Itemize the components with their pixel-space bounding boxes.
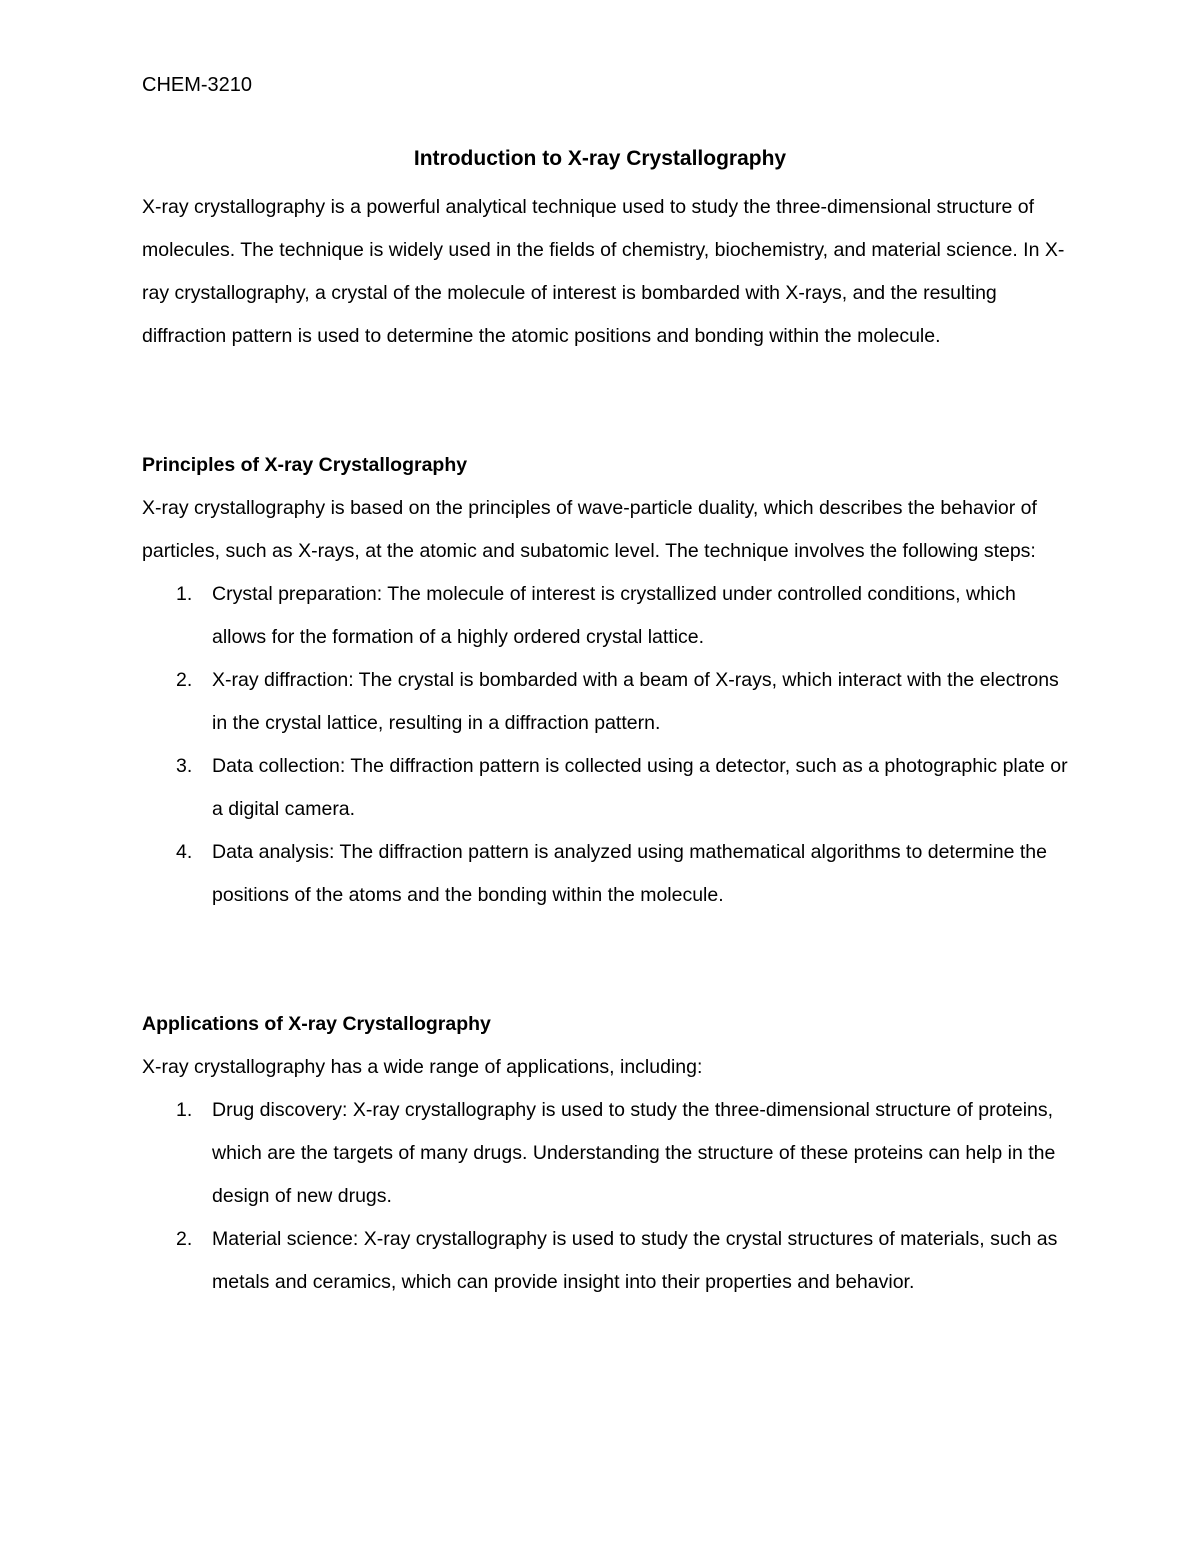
list-item-text: Data analysis: The diffraction pattern is analyzed using mathematical algorithms to determine the positions of the atoms and the bonding within the molecule. [212, 841, 1047, 906]
applications-list [142, 1089, 1072, 1304]
principles-steps-list [142, 573, 1072, 917]
document-title: Introduction to X-ray Crystallography [413, 147, 787, 170]
list-item [142, 745, 1072, 831]
list-item-text: Crystal preparation: The molecule of interest is crystallized under controlled conditions, which allows for the formation of a highly ordered crystal lattice. [212, 583, 1016, 648]
principles-paragraph: X-ray crystallography is based on the principles of wave-particle duality, which describes the behavior of particles, such as X-rays, at the atomic and subatomic level. The technique involves the following steps: [142, 497, 1037, 562]
applications-heading: Applications of X-ray Crystallography [142, 1013, 491, 1035]
list-item-text: Material science: X-ray crystallography is used to study the crystal structures of materials, such as metals and ceramics, which can provide insight into their properties and behavior. [212, 1228, 1058, 1293]
applications-paragraph: X-ray crystallography has a wide range of applications, including: [142, 1056, 703, 1078]
list-item-number: 4. [176, 841, 193, 863]
list-item-text: X-ray diffraction: The crystal is bombarded with a beam of X-rays, which interact with the electrons in the crystal lattice, resulting in a diffraction pattern. [212, 669, 1059, 734]
principles-section [142, 444, 1072, 917]
list-item [142, 1218, 1072, 1304]
list-item-number: 1. [176, 1099, 193, 1121]
list-item [142, 1089, 1072, 1218]
list-item-number: 2. [176, 669, 193, 691]
applications-section [142, 1003, 1072, 1304]
list-item-number: 3. [176, 755, 193, 777]
list-item-number: 1. [176, 583, 193, 605]
list-item-number: 2. [176, 1228, 193, 1250]
list-item [142, 831, 1072, 917]
intro-paragraph: X-ray crystallography is a powerful analytical technique used to study the three-dimensional structure of molecules. The technique is widely used in the fields of chemistry, biochemistry, and material science. In X-ray crystallography, a crystal of the molecule of interest is bombarded with X-rays, and the resulting diffraction pattern is used to determine the atomic positions and bonding within the molecule. [142, 196, 1065, 347]
principles-heading: Principles of X-ray Crystallography [142, 454, 468, 476]
list-item-text: Drug discovery: X-ray crystallography is used to study the three-dimensional structure of proteins, which are the targets of many drugs. Understanding the structure of these proteins can help in the design of new drugs. [212, 1099, 1056, 1207]
list-item-text: Data collection: The diffraction pattern is collected using a detector, such as a photographic plate or a digital camera. [212, 755, 1068, 820]
intro-section [142, 186, 1072, 358]
course-code-header: CHEM-3210 [142, 74, 253, 96]
list-item [142, 659, 1072, 745]
list-item [142, 573, 1072, 659]
